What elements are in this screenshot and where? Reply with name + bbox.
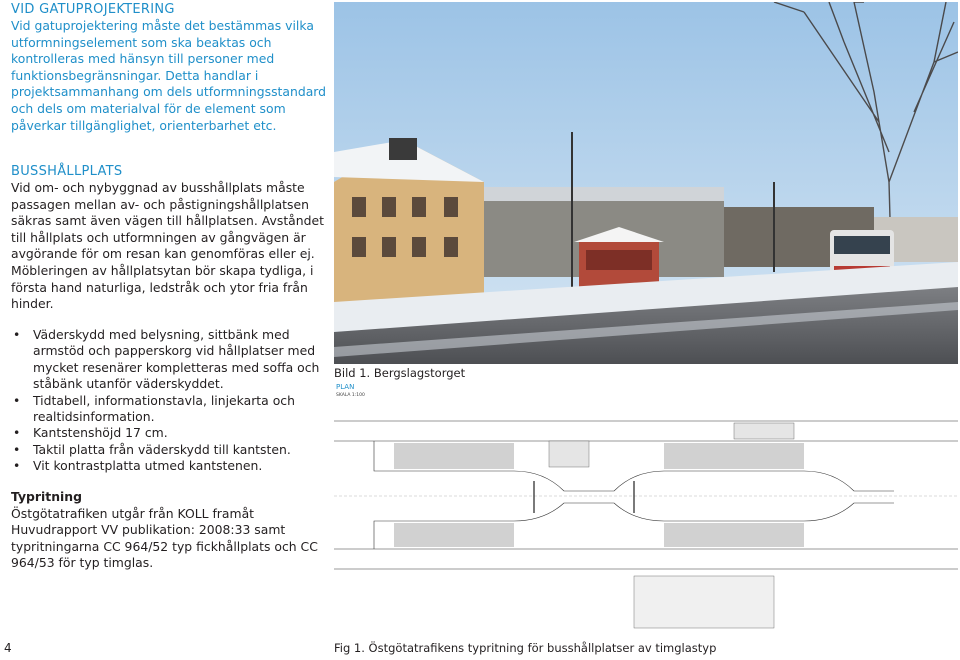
bullet-icon: • — [13, 327, 21, 342]
plan-scale: SKALA 1:100 — [336, 393, 365, 398]
section-body: Östgötatrafiken utgår från KOLL framåt Huvudrapport VV publikation: 2008:33 samt typritningarna CC 964/52 typ fickhållplats och CC 964/53 för typ timglas. — [11, 505, 318, 571]
plan-drawing — [334, 381, 958, 636]
section-heading: BUSSHÅLLPLATS — [11, 164, 123, 179]
bullet-icon: • — [13, 425, 21, 441]
section-body: Vid om- och nybyggnad av busshållplats måste passagen mellan av- och påstigningshållplatsen säkras samt även vägen till hållplatsen. Avståndet till hållplats och utformningen av gångvägen är avgörande för om resan kan genomföras eller ej. Möbleringen av hållplatsytan bör skapa tydliga, i första hand naturliga, ledstråk och ytor fria från hinder. — [11, 180, 324, 312]
plan-caption: Fig 1. Östgötatrafikens typritning för busshållplatser av timglastyp — [334, 641, 717, 655]
section-gatuprojektering — [11, 2, 327, 134]
page-number: 4 — [4, 641, 12, 655]
photo-caption: Bild 1. Bergslagstorget — [334, 366, 466, 380]
list-item: • Taktil platta från väderskydd till kantsten. — [13, 441, 291, 457]
section-heading: VID GATUPROJEKTERING — [11, 2, 175, 17]
section-heading: Typritning — [11, 489, 82, 504]
bullet-icon: • — [13, 441, 21, 457]
section-busshallplats — [11, 164, 327, 313]
plan-label: PLAN — [336, 383, 355, 391]
list-item: • Vit kontrastplatta utmed kantstenen. — [13, 458, 263, 474]
photo-bergslagstorget — [334, 2, 958, 364]
bullet-icon: • — [13, 458, 21, 474]
requirements-list — [11, 327, 327, 475]
list-item: • Väderskydd med belysning, sittbänk med armstöd och papperskorg vid hållplatser med mycket resenärer kompletteras med soffa och ståbänk utanför väderskyddet. — [13, 327, 320, 392]
list-item: • Tidtabell, informationstavla, linjekarta och realtidsinformation. — [13, 392, 295, 425]
section-typritning — [11, 489, 327, 572]
bullet-icon: • — [13, 392, 21, 408]
list-item: • Kantstenshöjd 17 cm. — [13, 425, 168, 441]
section-body: Vid gatuprojektering måste det bestämmas vilka utformningselement som ska beaktas och kontrolleras med hänsyn till personer med funktionsbegränsningar. Detta handlar i projektsammanhang om dels utformningsstandard och dels om materialval för de element som påverkar tillgänglighet, orienterbarhet etc. — [11, 18, 327, 133]
